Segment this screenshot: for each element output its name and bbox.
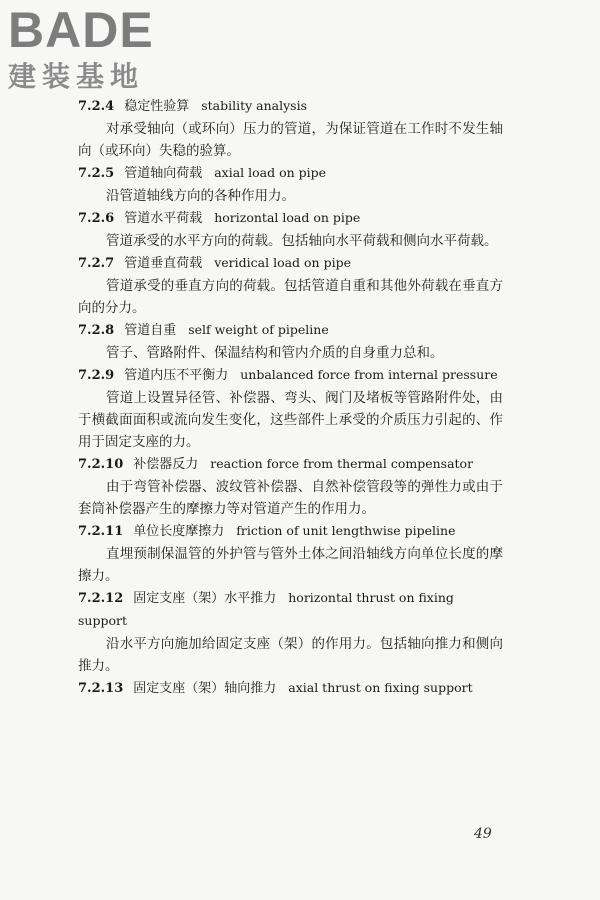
logo-wordmark: BADE <box>8 2 154 58</box>
term-definition: 由于弯管补偿器、波纹管补偿器、自然补偿管段等的弹性力或由于套筒补偿器产生的摩擦力等对管道产生的作用力。 <box>78 479 503 517</box>
bade-logo <box>8 4 178 96</box>
term-chinese: 固定支座（架）轴向推力 <box>133 681 277 696</box>
term-number: 7.2.7 <box>78 256 115 271</box>
term-number: 7.2.9 <box>78 368 115 383</box>
term-definition: 管道承受的垂直方向的荷载。包括管道自重和其他外荷载在垂直方向的分力。 <box>78 278 503 316</box>
term-chinese: 管道内压不平衡力 <box>124 368 229 383</box>
term-english: reaction force from thermal compensator <box>210 456 474 471</box>
term-english: horizontal thrust on fixing support <box>78 590 454 628</box>
term-heading <box>78 677 503 700</box>
term-number: 7.2.12 <box>78 591 124 606</box>
term-english: self weight of pipeline <box>188 322 329 337</box>
term-entry-7-2-10 <box>78 453 503 520</box>
term-definition: 沿水平方向施加给固定支座（架）的作用力。包括轴向推力和侧向推力。 <box>78 636 503 674</box>
term-definition: 管子、管路附件、保温结构和管内介质的自身重力总和。 <box>106 345 444 361</box>
term-english: unbalanced force from internal pressure <box>240 367 498 382</box>
page-number: 49 <box>474 826 492 842</box>
term-heading <box>78 319 503 342</box>
term-number: 7.2.11 <box>78 524 124 539</box>
term-number: 7.2.13 <box>78 681 124 696</box>
term-chinese: 管道水平荷载 <box>124 211 203 226</box>
term-english: horizontal load on pipe <box>214 210 361 225</box>
term-number: 7.2.8 <box>78 323 115 338</box>
term-definition: 沿管道轴线方向的各种作用力。 <box>106 188 295 204</box>
term-chinese: 管道自重 <box>124 323 177 338</box>
term-heading <box>78 207 503 230</box>
term-heading <box>78 520 503 543</box>
term-chinese: 稳定性验算 <box>124 99 190 114</box>
term-english: veridical load on pipe <box>214 255 351 270</box>
term-chinese: 补偿器反力 <box>133 457 199 472</box>
term-english: stability analysis <box>201 98 308 113</box>
term-entry-7-2-4 <box>78 95 503 162</box>
term-entry-7-2-5 <box>78 162 503 207</box>
term-english: friction of unit lengthwise pipeline <box>236 523 456 538</box>
term-entry-7-2-6 <box>78 207 503 252</box>
logo-subtitle: 建装基地 <box>8 60 145 93</box>
term-number: 7.2.5 <box>78 166 115 181</box>
term-entry-7-2-11 <box>78 520 503 587</box>
term-definition: 对承受轴向（或环向）压力的管道，为保证管道在工作时不发生轴向（或环向）失稳的验算。 <box>78 121 503 159</box>
term-heading <box>78 364 503 387</box>
term-entry-7-2-13 <box>78 677 503 700</box>
term-heading <box>78 95 503 118</box>
term-chinese: 管道垂直荷载 <box>124 256 203 271</box>
term-entry-7-2-7 <box>78 252 503 319</box>
term-entry-7-2-8 <box>78 319 503 364</box>
term-chinese: 固定支座（架）水平推力 <box>133 591 277 606</box>
term-chinese: 单位长度摩擦力 <box>133 524 225 539</box>
term-heading <box>78 587 503 633</box>
term-number: 7.2.4 <box>78 99 115 114</box>
term-number: 7.2.10 <box>78 457 124 472</box>
term-definition: 管道上设置异径管、补偿器、弯头、阀门及堵板等管路附件处，由于横截面面积或流向发生变化，这些部件上承受的介质压力引起的、作用于固定支座的力。 <box>78 390 503 450</box>
term-heading <box>78 252 503 275</box>
glossary-content <box>78 95 503 700</box>
term-english: axial thrust on fixing support <box>288 680 473 695</box>
term-definition: 管道承受的水平方向的荷载。包括轴向水平荷载和侧向水平荷载。 <box>106 233 498 249</box>
term-entry-7-2-9 <box>78 364 503 453</box>
term-heading <box>78 453 503 476</box>
term-entry-7-2-12 <box>78 587 503 677</box>
term-definition: 直埋预制保温管的外护管与管外土体之间沿轴线方向单位长度的摩擦力。 <box>78 546 503 584</box>
term-number: 7.2.6 <box>78 211 115 226</box>
term-heading <box>78 162 503 185</box>
term-chinese: 管道轴向荷载 <box>124 166 203 181</box>
term-english: axial load on pipe <box>214 165 327 180</box>
